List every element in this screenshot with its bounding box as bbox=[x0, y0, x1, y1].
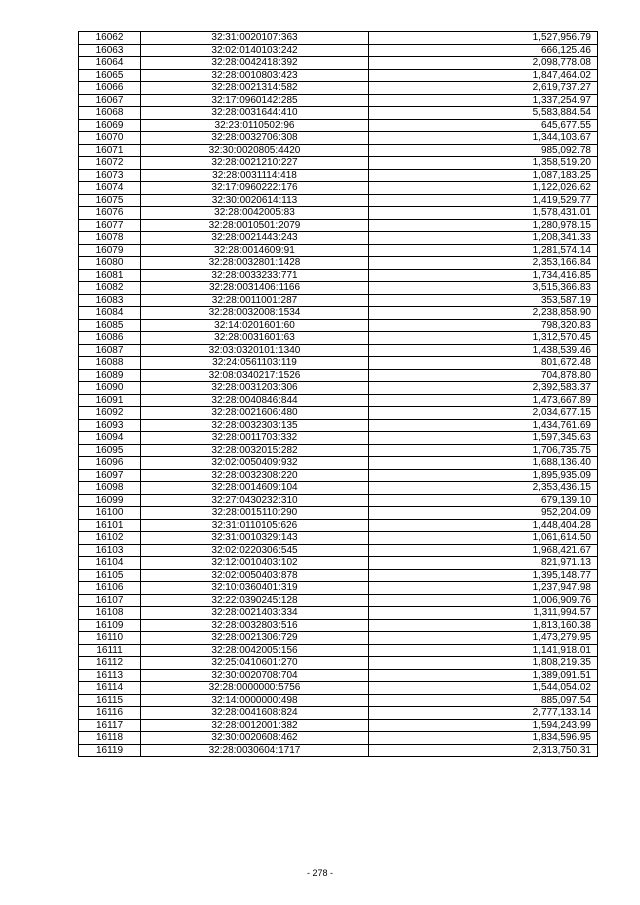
cadastral-number-cell: 32:12:0010403:102 bbox=[141, 557, 369, 570]
cadastral-number-cell: 32:28:0000000:5756 bbox=[141, 682, 369, 695]
amount-cell: 2,353,166.84 bbox=[369, 257, 598, 270]
table-row bbox=[79, 494, 598, 507]
table-row bbox=[79, 319, 598, 332]
cadastral-number-cell: 32:28:0030604:1717 bbox=[141, 744, 369, 757]
table-row bbox=[79, 44, 598, 57]
cadastral-number-cell: 32:14:0000000:498 bbox=[141, 694, 369, 707]
cadastral-number-cell: 32:28:0040846:844 bbox=[141, 394, 369, 407]
cadastral-number-cell: 32:30:0020805:4420 bbox=[141, 144, 369, 157]
row-number-cell: 16075 bbox=[79, 194, 141, 207]
row-number-cell: 16095 bbox=[79, 444, 141, 457]
cadastral-number-cell: 32:28:0031644:410 bbox=[141, 107, 369, 120]
amount-cell: 2,392,583.37 bbox=[369, 382, 598, 395]
cadastral-number-cell: 32:02:0050409:932 bbox=[141, 457, 369, 470]
amount-cell: 353,587.19 bbox=[369, 294, 598, 307]
table-row bbox=[79, 694, 598, 707]
row-number-cell: 16079 bbox=[79, 244, 141, 257]
cadastral-number-cell: 32:28:0042005:83 bbox=[141, 207, 369, 220]
row-number-cell: 16088 bbox=[79, 357, 141, 370]
cadastral-number-cell: 32:31:0010329:143 bbox=[141, 532, 369, 545]
row-number-cell: 16085 bbox=[79, 319, 141, 332]
table-row bbox=[79, 282, 598, 295]
amount-cell: 1,544,054.02 bbox=[369, 682, 598, 695]
row-number-cell: 16064 bbox=[79, 57, 141, 70]
row-number-cell: 16084 bbox=[79, 307, 141, 320]
row-number-cell: 16089 bbox=[79, 369, 141, 382]
cadastral-number-cell: 32:02:0220306:545 bbox=[141, 544, 369, 557]
row-number-cell: 16100 bbox=[79, 507, 141, 520]
row-number-cell: 16118 bbox=[79, 732, 141, 745]
table-row bbox=[79, 132, 598, 145]
table-row bbox=[79, 194, 598, 207]
table-row bbox=[79, 507, 598, 520]
table-row bbox=[79, 444, 598, 457]
row-number-cell: 16108 bbox=[79, 607, 141, 620]
row-number-cell: 16092 bbox=[79, 407, 141, 420]
cadastral-number-cell: 32:28:0032706:308 bbox=[141, 132, 369, 145]
cadastral-number-cell: 32:28:0031406:1166 bbox=[141, 282, 369, 295]
row-number-cell: 16080 bbox=[79, 257, 141, 270]
amount-cell: 1,122,026.62 bbox=[369, 182, 598, 195]
cadastral-number-cell: 32:27:0430232:310 bbox=[141, 494, 369, 507]
table-row bbox=[79, 519, 598, 532]
amount-cell: 1,473,667.89 bbox=[369, 394, 598, 407]
cadastral-number-cell: 32:28:0032801:1428 bbox=[141, 257, 369, 270]
table-row bbox=[79, 332, 598, 345]
cadastral-number-cell: 32:28:0032015:282 bbox=[141, 444, 369, 457]
amount-cell: 2,098,778.08 bbox=[369, 57, 598, 70]
table-row bbox=[79, 482, 598, 495]
amount-cell: 1,473,279.95 bbox=[369, 632, 598, 645]
cadastral-number-cell: 32:08:0340217:1526 bbox=[141, 369, 369, 382]
amount-cell: 2,313,750.31 bbox=[369, 744, 598, 757]
table-row bbox=[79, 532, 598, 545]
cadastral-number-cell: 32:30:0020608:462 bbox=[141, 732, 369, 745]
amount-cell: 1,594,243.99 bbox=[369, 719, 598, 732]
row-number-cell: 16101 bbox=[79, 519, 141, 532]
table-row bbox=[79, 632, 598, 645]
amount-cell: 1,087,183.25 bbox=[369, 169, 598, 182]
records-table-body bbox=[79, 32, 598, 757]
cadastral-number-cell: 32:28:0021443:243 bbox=[141, 232, 369, 245]
cadastral-number-cell: 32:23:0110502:96 bbox=[141, 119, 369, 132]
row-number-cell: 16114 bbox=[79, 682, 141, 695]
row-number-cell: 16086 bbox=[79, 332, 141, 345]
table-row bbox=[79, 407, 598, 420]
amount-cell: 1,688,136.40 bbox=[369, 457, 598, 470]
table-row bbox=[79, 432, 598, 445]
amount-cell: 2,238,858.90 bbox=[369, 307, 598, 320]
cadastral-number-cell: 32:28:0042418:392 bbox=[141, 57, 369, 70]
amount-cell: 2,353,436.15 bbox=[369, 482, 598, 495]
amount-cell: 1,061,614.50 bbox=[369, 532, 598, 545]
amount-cell: 2,777,133.14 bbox=[369, 707, 598, 720]
row-number-cell: 16066 bbox=[79, 82, 141, 95]
row-number-cell: 16073 bbox=[79, 169, 141, 182]
amount-cell: 679,139.10 bbox=[369, 494, 598, 507]
cadastral-number-cell: 32:28:0033233:771 bbox=[141, 269, 369, 282]
cadastral-number-cell: 32:17:0960222:176 bbox=[141, 182, 369, 195]
amount-cell: 1,895,935.09 bbox=[369, 469, 598, 482]
cadastral-number-cell: 32:28:0011001:287 bbox=[141, 294, 369, 307]
amount-cell: 1,358,519.20 bbox=[369, 157, 598, 170]
cadastral-number-cell: 32:02:0140103:242 bbox=[141, 44, 369, 57]
cadastral-number-cell: 32:28:0012001:382 bbox=[141, 719, 369, 732]
row-number-cell: 16096 bbox=[79, 457, 141, 470]
table-row bbox=[79, 207, 598, 220]
row-number-cell: 16103 bbox=[79, 544, 141, 557]
row-number-cell: 16098 bbox=[79, 482, 141, 495]
amount-cell: 1,281,574.14 bbox=[369, 244, 598, 257]
cadastral-number-cell: 32:28:0021606:480 bbox=[141, 407, 369, 420]
row-number-cell: 16110 bbox=[79, 632, 141, 645]
amount-cell: 1,834,596.95 bbox=[369, 732, 598, 745]
cadastral-number-cell: 32:28:0011703:332 bbox=[141, 432, 369, 445]
table-row bbox=[79, 732, 598, 745]
row-number-cell: 16116 bbox=[79, 707, 141, 720]
amount-cell: 1,312,570.45 bbox=[369, 332, 598, 345]
cadastral-number-cell: 32:14:0201601:60 bbox=[141, 319, 369, 332]
table-row bbox=[79, 169, 598, 182]
cadastral-number-cell: 32:02:0050403:878 bbox=[141, 569, 369, 582]
cadastral-number-cell: 32:28:0041608:824 bbox=[141, 707, 369, 720]
records-table bbox=[78, 31, 598, 757]
table-row bbox=[79, 557, 598, 570]
table-row bbox=[79, 607, 598, 620]
table-row bbox=[79, 94, 598, 107]
cadastral-number-cell: 32:28:0032803:516 bbox=[141, 619, 369, 632]
table-row bbox=[79, 382, 598, 395]
amount-cell: 1,208,341.33 bbox=[369, 232, 598, 245]
cadastral-number-cell: 32:28:0021306:729 bbox=[141, 632, 369, 645]
cadastral-number-cell: 32:28:0031114:418 bbox=[141, 169, 369, 182]
row-number-cell: 16070 bbox=[79, 132, 141, 145]
cadastral-number-cell: 32:28:0015110:290 bbox=[141, 507, 369, 520]
row-number-cell: 16113 bbox=[79, 669, 141, 682]
table-row bbox=[79, 657, 598, 670]
table-row bbox=[79, 669, 598, 682]
row-number-cell: 16093 bbox=[79, 419, 141, 432]
cadastral-number-cell: 32:28:0010803:423 bbox=[141, 69, 369, 82]
amount-cell: 1,395,148.77 bbox=[369, 569, 598, 582]
table-row bbox=[79, 182, 598, 195]
table-row bbox=[79, 544, 598, 557]
table-row bbox=[79, 82, 598, 95]
table-row bbox=[79, 307, 598, 320]
cadastral-number-cell: 32:28:0042005:156 bbox=[141, 644, 369, 657]
table-row bbox=[79, 682, 598, 695]
cadastral-number-cell: 32:28:0014609:104 bbox=[141, 482, 369, 495]
cadastral-number-cell: 32:25:0410601:270 bbox=[141, 657, 369, 670]
table-row bbox=[79, 57, 598, 70]
row-number-cell: 16067 bbox=[79, 94, 141, 107]
amount-cell: 1,311,994.57 bbox=[369, 607, 598, 620]
amount-cell: 1,434,761.69 bbox=[369, 419, 598, 432]
table-row bbox=[79, 294, 598, 307]
cadastral-number-cell: 32:28:0021403:334 bbox=[141, 607, 369, 620]
amount-cell: 1,389,091.51 bbox=[369, 669, 598, 682]
amount-cell: 3,515,366.83 bbox=[369, 282, 598, 295]
cadastral-number-cell: 32:31:0020107:363 bbox=[141, 32, 369, 45]
row-number-cell: 16115 bbox=[79, 694, 141, 707]
row-number-cell: 16107 bbox=[79, 594, 141, 607]
table-row bbox=[79, 32, 598, 45]
table-row bbox=[79, 582, 598, 595]
cadastral-number-cell: 32:30:0020708:704 bbox=[141, 669, 369, 682]
amount-cell: 885,097.54 bbox=[369, 694, 598, 707]
table-row bbox=[79, 244, 598, 257]
row-number-cell: 16112 bbox=[79, 657, 141, 670]
table-row bbox=[79, 707, 598, 720]
row-number-cell: 16068 bbox=[79, 107, 141, 120]
cadastral-number-cell: 32:28:0021314:582 bbox=[141, 82, 369, 95]
cadastral-number-cell: 32:24:0561103:119 bbox=[141, 357, 369, 370]
row-number-cell: 16109 bbox=[79, 619, 141, 632]
cadastral-number-cell: 32:28:0032008:1534 bbox=[141, 307, 369, 320]
table-row bbox=[79, 219, 598, 232]
amount-cell: 1,141,918.01 bbox=[369, 644, 598, 657]
table-row bbox=[79, 344, 598, 357]
amount-cell: 5,583,884.54 bbox=[369, 107, 598, 120]
row-number-cell: 16104 bbox=[79, 557, 141, 570]
cadastral-number-cell: 32:28:0010501:2079 bbox=[141, 219, 369, 232]
amount-cell: 2,619,737.27 bbox=[369, 82, 598, 95]
cadastral-number-cell: 32:28:0032303:135 bbox=[141, 419, 369, 432]
table-row bbox=[79, 269, 598, 282]
amount-cell: 1,847,464.02 bbox=[369, 69, 598, 82]
cadastral-number-cell: 32:28:0031203:306 bbox=[141, 382, 369, 395]
amount-cell: 645,677.55 bbox=[369, 119, 598, 132]
row-number-cell: 16063 bbox=[79, 44, 141, 57]
row-number-cell: 16102 bbox=[79, 532, 141, 545]
amount-cell: 1,808,219.35 bbox=[369, 657, 598, 670]
cadastral-number-cell: 32:30:0020614:113 bbox=[141, 194, 369, 207]
amount-cell: 1,734,416.85 bbox=[369, 269, 598, 282]
amount-cell: 798,320.83 bbox=[369, 319, 598, 332]
row-number-cell: 16081 bbox=[79, 269, 141, 282]
row-number-cell: 16094 bbox=[79, 432, 141, 445]
table-row bbox=[79, 619, 598, 632]
table-row bbox=[79, 369, 598, 382]
row-number-cell: 16083 bbox=[79, 294, 141, 307]
row-number-cell: 16071 bbox=[79, 144, 141, 157]
table-row bbox=[79, 232, 598, 245]
table-row bbox=[79, 419, 598, 432]
cadastral-number-cell: 32:17:0960142:285 bbox=[141, 94, 369, 107]
row-number-cell: 16099 bbox=[79, 494, 141, 507]
amount-cell: 952,204.09 bbox=[369, 507, 598, 520]
amount-cell: 1,597,345.63 bbox=[369, 432, 598, 445]
row-number-cell: 16091 bbox=[79, 394, 141, 407]
cadastral-number-cell: 32:28:0014609:91 bbox=[141, 244, 369, 257]
amount-cell: 985,092.78 bbox=[369, 144, 598, 157]
cadastral-number-cell: 32:31:0110105:626 bbox=[141, 519, 369, 532]
amount-cell: 1,280,978.15 bbox=[369, 219, 598, 232]
table-row bbox=[79, 469, 598, 482]
row-number-cell: 16065 bbox=[79, 69, 141, 82]
table-row bbox=[79, 257, 598, 270]
amount-cell: 1,448,404.28 bbox=[369, 519, 598, 532]
amount-cell: 1,813,160.38 bbox=[369, 619, 598, 632]
row-number-cell: 16090 bbox=[79, 382, 141, 395]
row-number-cell: 16106 bbox=[79, 582, 141, 595]
row-number-cell: 16111 bbox=[79, 644, 141, 657]
amount-cell: 2,034,677.15 bbox=[369, 407, 598, 420]
amount-cell: 1,344,103.67 bbox=[369, 132, 598, 145]
amount-cell: 1,337,254.97 bbox=[369, 94, 598, 107]
row-number-cell: 16097 bbox=[79, 469, 141, 482]
cadastral-number-cell: 32:28:0021210:227 bbox=[141, 157, 369, 170]
table-row bbox=[79, 144, 598, 157]
row-number-cell: 16078 bbox=[79, 232, 141, 245]
table-row bbox=[79, 569, 598, 582]
table-row bbox=[79, 394, 598, 407]
row-number-cell: 16072 bbox=[79, 157, 141, 170]
row-number-cell: 16076 bbox=[79, 207, 141, 220]
amount-cell: 801,672.48 bbox=[369, 357, 598, 370]
row-number-cell: 16077 bbox=[79, 219, 141, 232]
row-number-cell: 16069 bbox=[79, 119, 141, 132]
amount-cell: 1,006,909.76 bbox=[369, 594, 598, 607]
cadastral-number-cell: 32:28:0032308:220 bbox=[141, 469, 369, 482]
row-number-cell: 16105 bbox=[79, 569, 141, 582]
cadastral-number-cell: 32:22:0390245:128 bbox=[141, 594, 369, 607]
row-number-cell: 16074 bbox=[79, 182, 141, 195]
row-number-cell: 16119 bbox=[79, 744, 141, 757]
table-row bbox=[79, 457, 598, 470]
table-row bbox=[79, 719, 598, 732]
cadastral-number-cell: 32:10:0360401:319 bbox=[141, 582, 369, 595]
table-row bbox=[79, 594, 598, 607]
amount-cell: 666,125.46 bbox=[369, 44, 598, 57]
table-row bbox=[79, 107, 598, 120]
row-number-cell: 16087 bbox=[79, 344, 141, 357]
table-row bbox=[79, 357, 598, 370]
amount-cell: 1,968,421.67 bbox=[369, 544, 598, 557]
row-number-cell: 16117 bbox=[79, 719, 141, 732]
table-row bbox=[79, 157, 598, 170]
amount-cell: 1,419,529.77 bbox=[369, 194, 598, 207]
table-row bbox=[79, 644, 598, 657]
amount-cell: 1,237,947.98 bbox=[369, 582, 598, 595]
row-number-cell: 16082 bbox=[79, 282, 141, 295]
page-number: - 278 - bbox=[306, 868, 333, 878]
table-row bbox=[79, 69, 598, 82]
amount-cell: 704,878.80 bbox=[369, 369, 598, 382]
cadastral-number-cell: 32:28:0031601:63 bbox=[141, 332, 369, 345]
table-row bbox=[79, 744, 598, 757]
amount-cell: 1,706,735.75 bbox=[369, 444, 598, 457]
amount-cell: 1,527,956.79 bbox=[369, 32, 598, 45]
cadastral-number-cell: 32:03:0320101:1340 bbox=[141, 344, 369, 357]
row-number-cell: 16062 bbox=[79, 32, 141, 45]
amount-cell: 1,578,431.01 bbox=[369, 207, 598, 220]
amount-cell: 1,438,539.46 bbox=[369, 344, 598, 357]
table-row bbox=[79, 119, 598, 132]
amount-cell: 821,971.13 bbox=[369, 557, 598, 570]
